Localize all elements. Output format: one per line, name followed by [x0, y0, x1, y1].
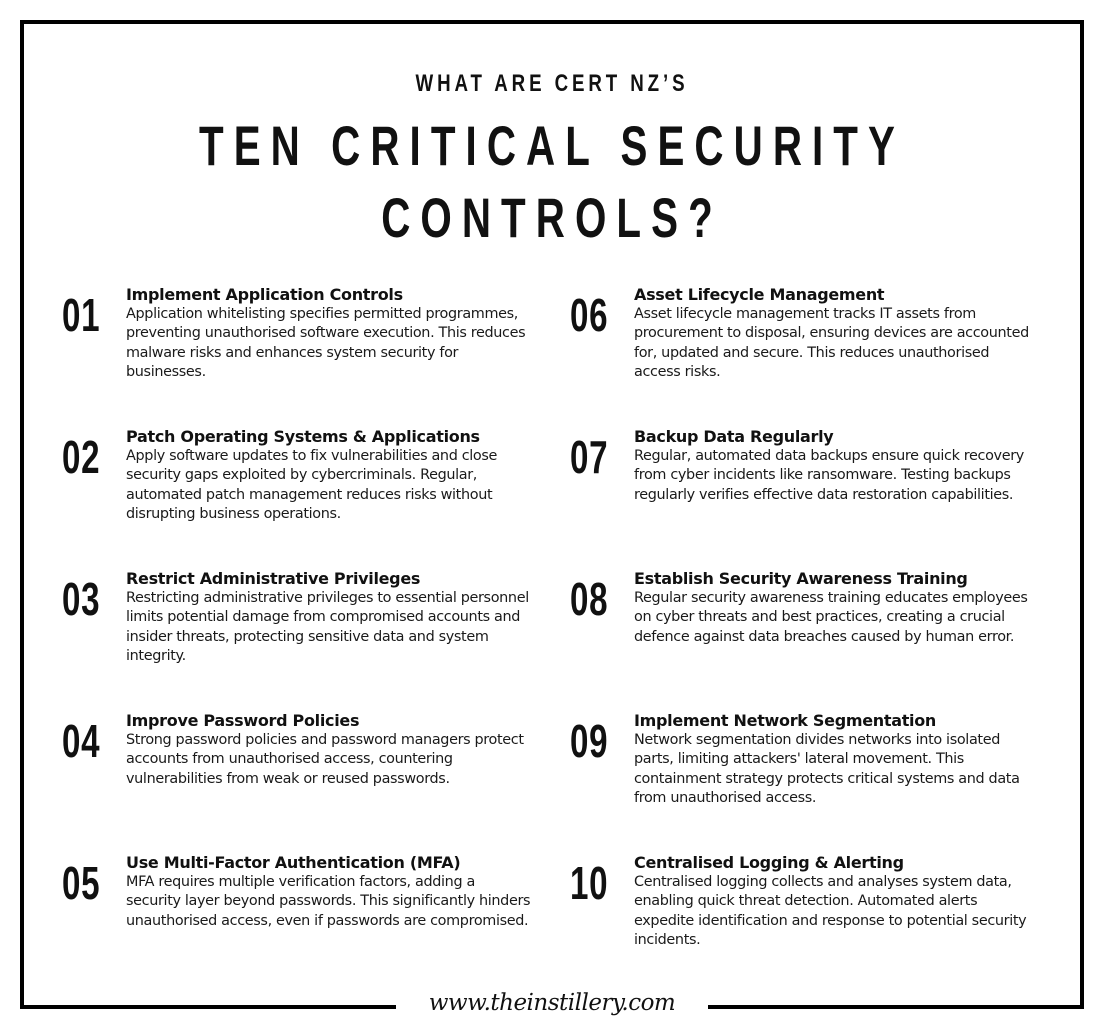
footer-divider-left [20, 1005, 396, 1009]
control-title: Improve Password Policies [126, 711, 360, 730]
control-item-05 [62, 853, 570, 995]
control-number: 03 [62, 573, 101, 625]
control-item-10 [570, 853, 1042, 995]
control-description: Centralised logging collects and analyses system data, enabling quick threat detection. Automated alerts expedite identification and response to potential security incidents. [634, 874, 1027, 948]
control-description: Restricting administrative privileges to essential personnel limits potential damage from compromised accounts and insider threats, protecting sensitive data and system integrity. [126, 590, 529, 664]
control-number: 05 [62, 857, 101, 909]
page-title-line-2: CONTROLS? [381, 186, 723, 249]
control-number: 01 [62, 289, 101, 341]
control-title: Patch Operating Systems & Applications [126, 427, 480, 446]
control-description: Regular security awareness training educates employees on cyber threats and best practices, creating a crucial defence against data breaches caused by human error. [634, 590, 1028, 645]
control-item-09 [570, 711, 1042, 853]
control-description: Apply software updates to fix vulnerabilities and close security gaps exploited by cybercriminals. Regular, automated patch management reduces risks without disrupting business operations. [126, 448, 498, 522]
control-title: Centralised Logging & Alerting [634, 853, 904, 872]
control-number: 08 [570, 573, 609, 625]
control-description: Strong password policies and password managers protect accounts from unauthorised access, countering vulnerabilities from weak or reused passwords. [126, 732, 524, 787]
control-description: Application whitelisting specifies permitted programmes, preventing unauthorised software execution. This reduces malware risks and enhances system security for businesses. [126, 306, 526, 380]
footer-website-link[interactable]: www.theinstillery.com [428, 990, 676, 1016]
control-item-03 [62, 569, 570, 711]
control-number: 10 [570, 857, 609, 909]
control-item-04 [62, 711, 570, 853]
control-title: Implement Network Segmentation [634, 711, 937, 730]
control-number: 06 [570, 289, 609, 341]
control-item-07 [570, 427, 1042, 569]
control-description: MFA requires multiple verification factors, adding a security layer beyond passwords. This significantly hinders unauthorised access, even if passwords are compromised. [126, 874, 531, 929]
control-description: Network segmentation divides networks into isolated parts, limiting attackers' lateral movement. This containment strategy protects critical systems and data from unauthorised access. [634, 732, 1020, 806]
control-description: Regular, automated data backups ensure quick recovery from cyber incidents like ransomware. Testing backups regularly verifies effective data restoration capabilities. [634, 448, 1024, 503]
control-item-02 [62, 427, 570, 569]
control-description: Asset lifecycle management tracks IT assets from procurement to disposal, ensuring devices are accounted for, updated and secure. This reduces unauthorised access risks. [634, 306, 1029, 380]
footer-divider-right [708, 1005, 1084, 1009]
page-title-line-1: TEN CRITICAL SECURITY [198, 114, 905, 177]
page-subtitle: WHAT ARE CERT NZ’S [415, 70, 689, 97]
control-title: Use Multi-Factor Authentication (MFA) [126, 853, 461, 872]
page-title [155, 110, 950, 254]
control-number: 09 [570, 715, 609, 767]
control-title: Backup Data Regularly [634, 427, 834, 446]
control-number: 04 [62, 715, 101, 767]
control-title: Implement Application Controls [126, 285, 403, 304]
control-item-08 [570, 569, 1042, 711]
control-number: 07 [570, 431, 609, 483]
control-number: 02 [62, 431, 101, 483]
control-item-01 [62, 285, 570, 427]
control-title: Restrict Administrative Privileges [126, 569, 421, 588]
control-title: Establish Security Awareness Training [634, 569, 968, 588]
controls-grid [62, 285, 1042, 995]
control-title: Asset Lifecycle Management [634, 285, 885, 304]
control-item-06 [570, 285, 1042, 427]
